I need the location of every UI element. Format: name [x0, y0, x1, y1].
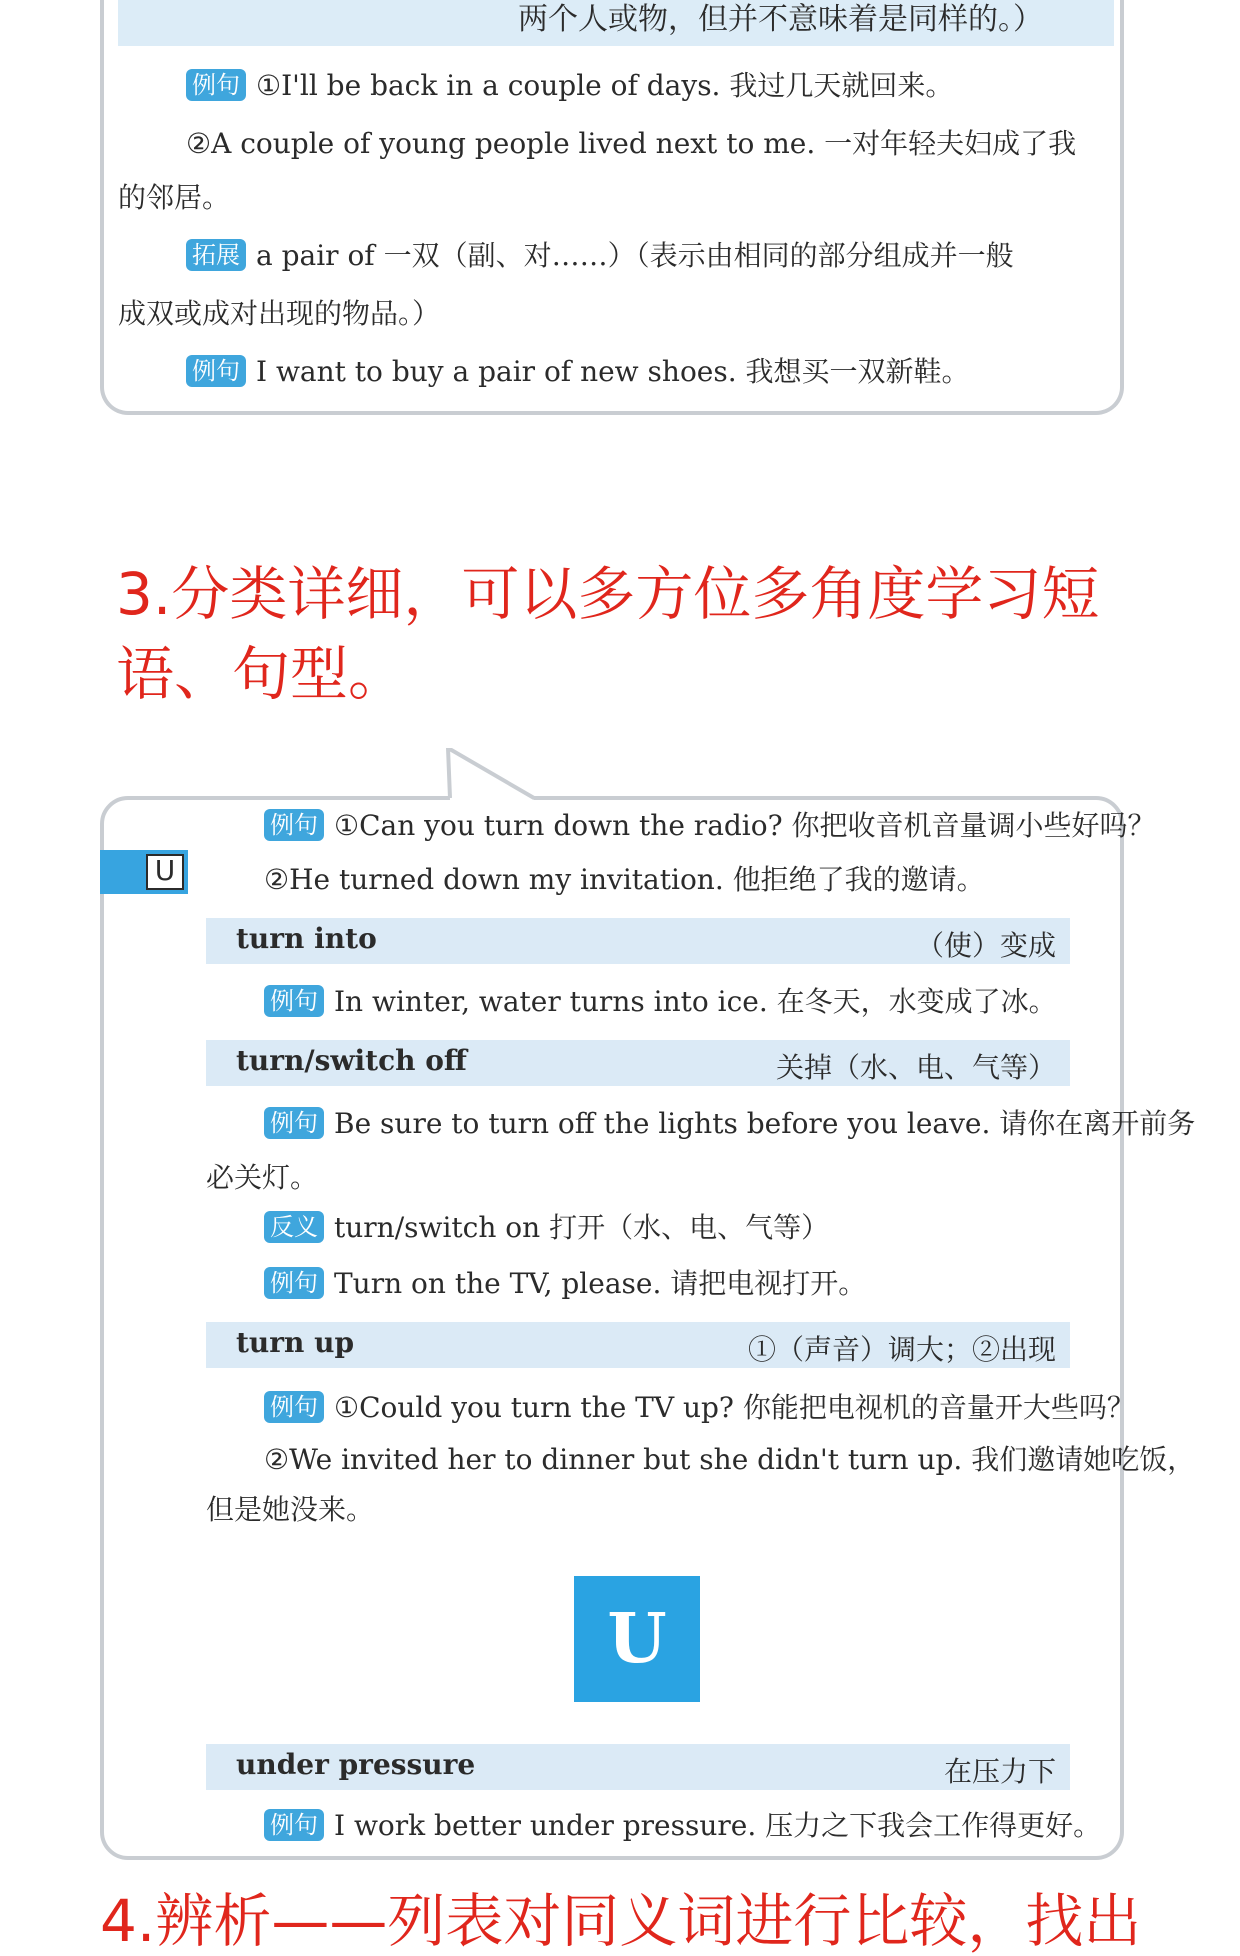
highlight-band [118, 0, 1114, 46]
phrase-cn: ①（声音）调大；②出现 [747, 1333, 1056, 1366]
bubble-tail [446, 748, 536, 800]
example-sentence: 例句 ①Can you turn down the radio? 你把收音机音量调小些好吗？ [264, 808, 1156, 844]
example-tag: 例句 [264, 809, 324, 841]
example-tag: 例句 [264, 985, 324, 1017]
example-tag: 例句 [264, 1107, 324, 1139]
example-sentence: 例句 I work better under pressure. 压力之下我会工作得更好。 [264, 1808, 1101, 1844]
section-heading: 3.分类详细，可以多方位多角度学习短 [116, 560, 1100, 628]
phrase-cn: 关掉（水、电、气等） [775, 1051, 1056, 1084]
example-sentence: ②He turned down my invitation. 他拒绝了我的邀请。 [264, 863, 985, 896]
example-tag: 例句 [186, 69, 246, 101]
example-sentence-cont: 但是她没来。 [206, 1493, 375, 1526]
extension-note: 拓展 a pair of 一双（副、对……）（表示由相同的部分组成并一般 [186, 238, 1014, 274]
example-sentence-cont: 必关灯。 [206, 1161, 319, 1194]
index-letter: U [146, 854, 184, 890]
letter-section-marker: U [574, 1576, 700, 1702]
example-sentence: 例句 Be sure to turn off the lights before you leave. 请你在离开前务 [264, 1106, 1195, 1142]
example-sentence: 例句 Turn on the TV, please. 请把电视打开。 [264, 1266, 866, 1302]
antonym-tag: 反义 [264, 1211, 324, 1243]
example-sentence: ②A couple of young people lived next to me. 一对年轻夫妇成了我 [186, 127, 1077, 160]
section-heading-cropped: 4.辨析——列表对同义词进行比较，找出 [100, 1887, 1142, 1955]
phrase-heading [206, 1744, 1070, 1790]
phrase-en: turn into [236, 922, 377, 955]
example-sentence: 例句 In winter, water turns into ice. 在冬天，水变成了冰。 [264, 984, 1057, 1020]
phrase-en: turn up [236, 1326, 355, 1359]
antonym-note: 反义 turn/switch on 打开（水、电、气等） [264, 1210, 829, 1246]
example-sentence: 例句 ①I'll be back in a couple of days. 我过几天就回来。 [186, 68, 953, 104]
example-sentence: 例句 I want to buy a pair of new shoes. 我想买一双新鞋。 [186, 354, 970, 390]
example-sentence: ②We invited her to dinner but she didn't turn up. 我们邀请她吃饭， [264, 1443, 1196, 1476]
phrase-heading [206, 1040, 1070, 1086]
example-sentence-cont: 的邻居。 [118, 181, 231, 214]
example-sentence: 例句 ①Could you turn the TV up? 你能把电视机的音量开大些吗？ [264, 1390, 1135, 1426]
extension-tag: 拓展 [186, 239, 246, 271]
phrase-cn: 在压力下 [943, 1755, 1056, 1788]
example-tag: 例句 [264, 1267, 324, 1299]
index-tab [100, 850, 188, 894]
phrase-cn: （使）变成 [915, 929, 1056, 962]
phrase-en: turn/switch off [236, 1044, 467, 1077]
example-tag: 例句 [264, 1391, 324, 1423]
section-heading-cont: 语、句型。 [116, 640, 407, 708]
example-tag: 例句 [264, 1809, 324, 1841]
phrase-heading [206, 918, 1070, 964]
example-tag: 例句 [186, 355, 246, 387]
extension-note-cont: 成双或成对出现的物品。） [118, 297, 441, 330]
note-fragment: 两个人或物，但并不意味着是同样的。） [518, 2, 1043, 37]
phrase-heading [206, 1322, 1070, 1368]
phrase-en: under pressure [236, 1748, 476, 1781]
entry-card-top [100, 0, 1124, 415]
